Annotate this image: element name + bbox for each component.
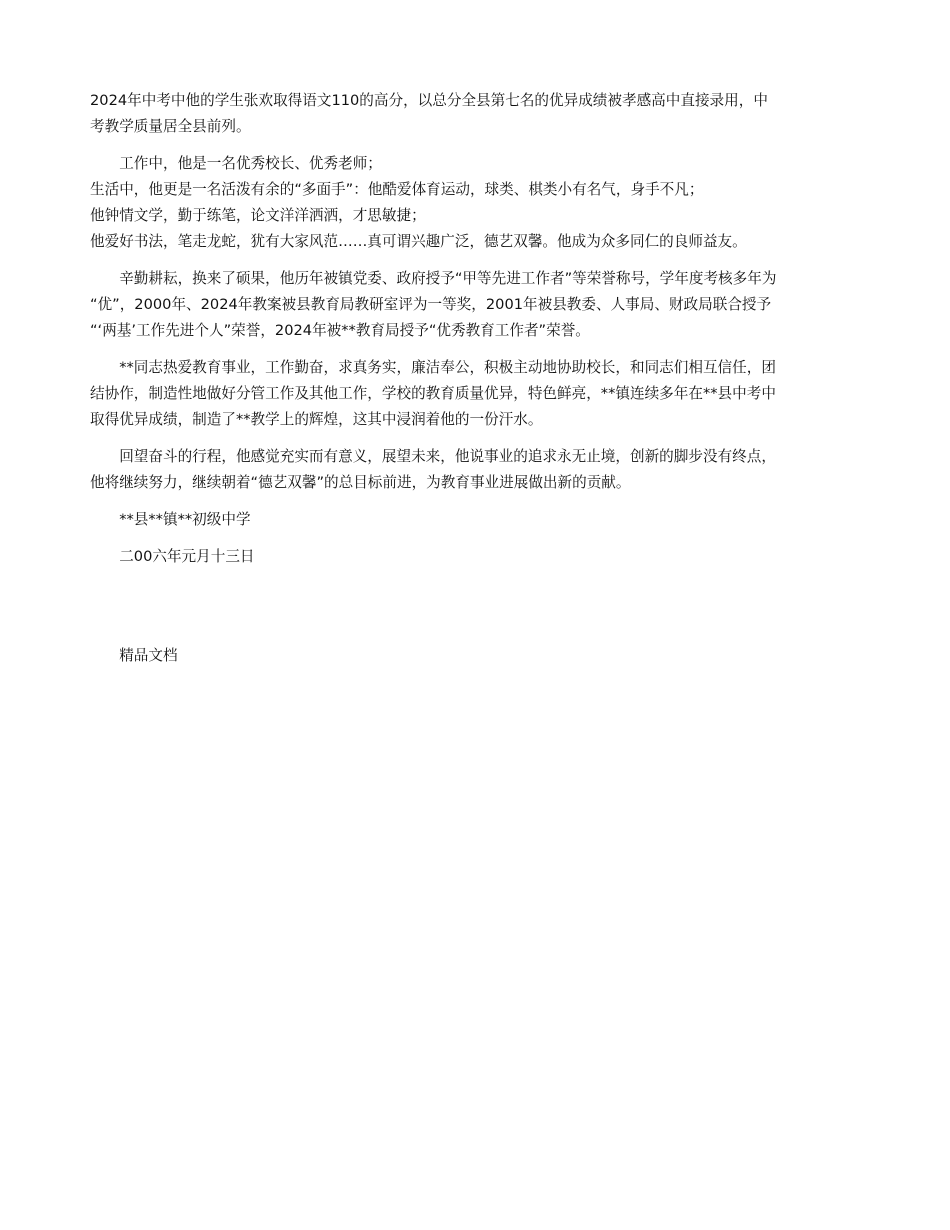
document-page (90, 88, 852, 680)
signature-org-block (90, 507, 852, 533)
paragraph-line: 生活中，他更是一名活泼有余的“多面手”：他酷爱体育运动，球类、棋类小有名气，身手不凡； (90, 181, 704, 198)
paragraph-line: 取得优异成绩，制造了**教学上的辉煌，这其中浸润着他的一份汗水。 (90, 411, 543, 428)
paragraph-line: 他将继续努力，继续朝着“德艺双馨”的总目标前进，为教育事业进展做出新的贡献。 (90, 474, 631, 491)
signature-org: **县**镇**初级中学 (119, 511, 251, 528)
blank-space (90, 581, 852, 643)
paragraph-line: 回望奋斗的行程，他感觉充实而有意义，展望未来，他说事业的追求永无止境，创新的脚步没有终点， (119, 448, 776, 465)
paragraph-line: **同志热爱教育事业，工作勤奋，求真务实，廉洁奉公，积极主动地协助校长，和同志们相互信任，团 (119, 359, 776, 376)
paragraph-line: 2024年中考中他的学生张欢取得语文110的高分，以总分全县第七名的优异成绩被孝感高中直接录用，中 (90, 92, 768, 109)
paragraph-line: 结协作，制造性地做好分管工作及其他工作，学校的教育质量优异，特色鲜亮，**镇连续多年在**县中考中 (90, 385, 776, 402)
paragraph-line: 工作中，他是一名优秀校长、优秀老师； (119, 155, 382, 172)
footer-note: 精品文档 (119, 647, 178, 664)
paragraph-line: 他爱好书法，笔走龙蛇，犹有大家风范……真可谓兴趣广泛，德艺双馨。他成为众多同仁的良师益友。 (90, 233, 747, 250)
paragraph-line: “优”，2000年、2024年教案被县教育局教研室评为一等奖，2001年被县教委、人事局、财政局联合授予 (90, 296, 772, 313)
paragraph-2 (90, 151, 852, 255)
paragraph-line: 他钟情文学，勤于练笔，论文洋洋洒洒，才思敏捷； (90, 207, 426, 224)
signature-date: 二00六年元月十三日 (119, 548, 255, 565)
paragraph-line: 辛勤耕耘，换来了硕果，他历年被镇党委、政府授予“甲等先进工作者”等荣誉称号，学年度考核多年为 (119, 270, 777, 287)
paragraph-5 (90, 444, 852, 496)
paragraph-3 (90, 266, 852, 344)
paragraph-line: “‘两基’工作先进个人”荣誉，2024年被**教育局授予“优秀教育工作者”荣誉。 (90, 322, 590, 339)
footer-block (90, 643, 852, 669)
paragraph-1 (90, 88, 852, 140)
signature-date-block (90, 544, 852, 570)
paragraph-4 (90, 355, 852, 433)
paragraph-line: 考教学质量居全县前列。 (90, 118, 251, 135)
